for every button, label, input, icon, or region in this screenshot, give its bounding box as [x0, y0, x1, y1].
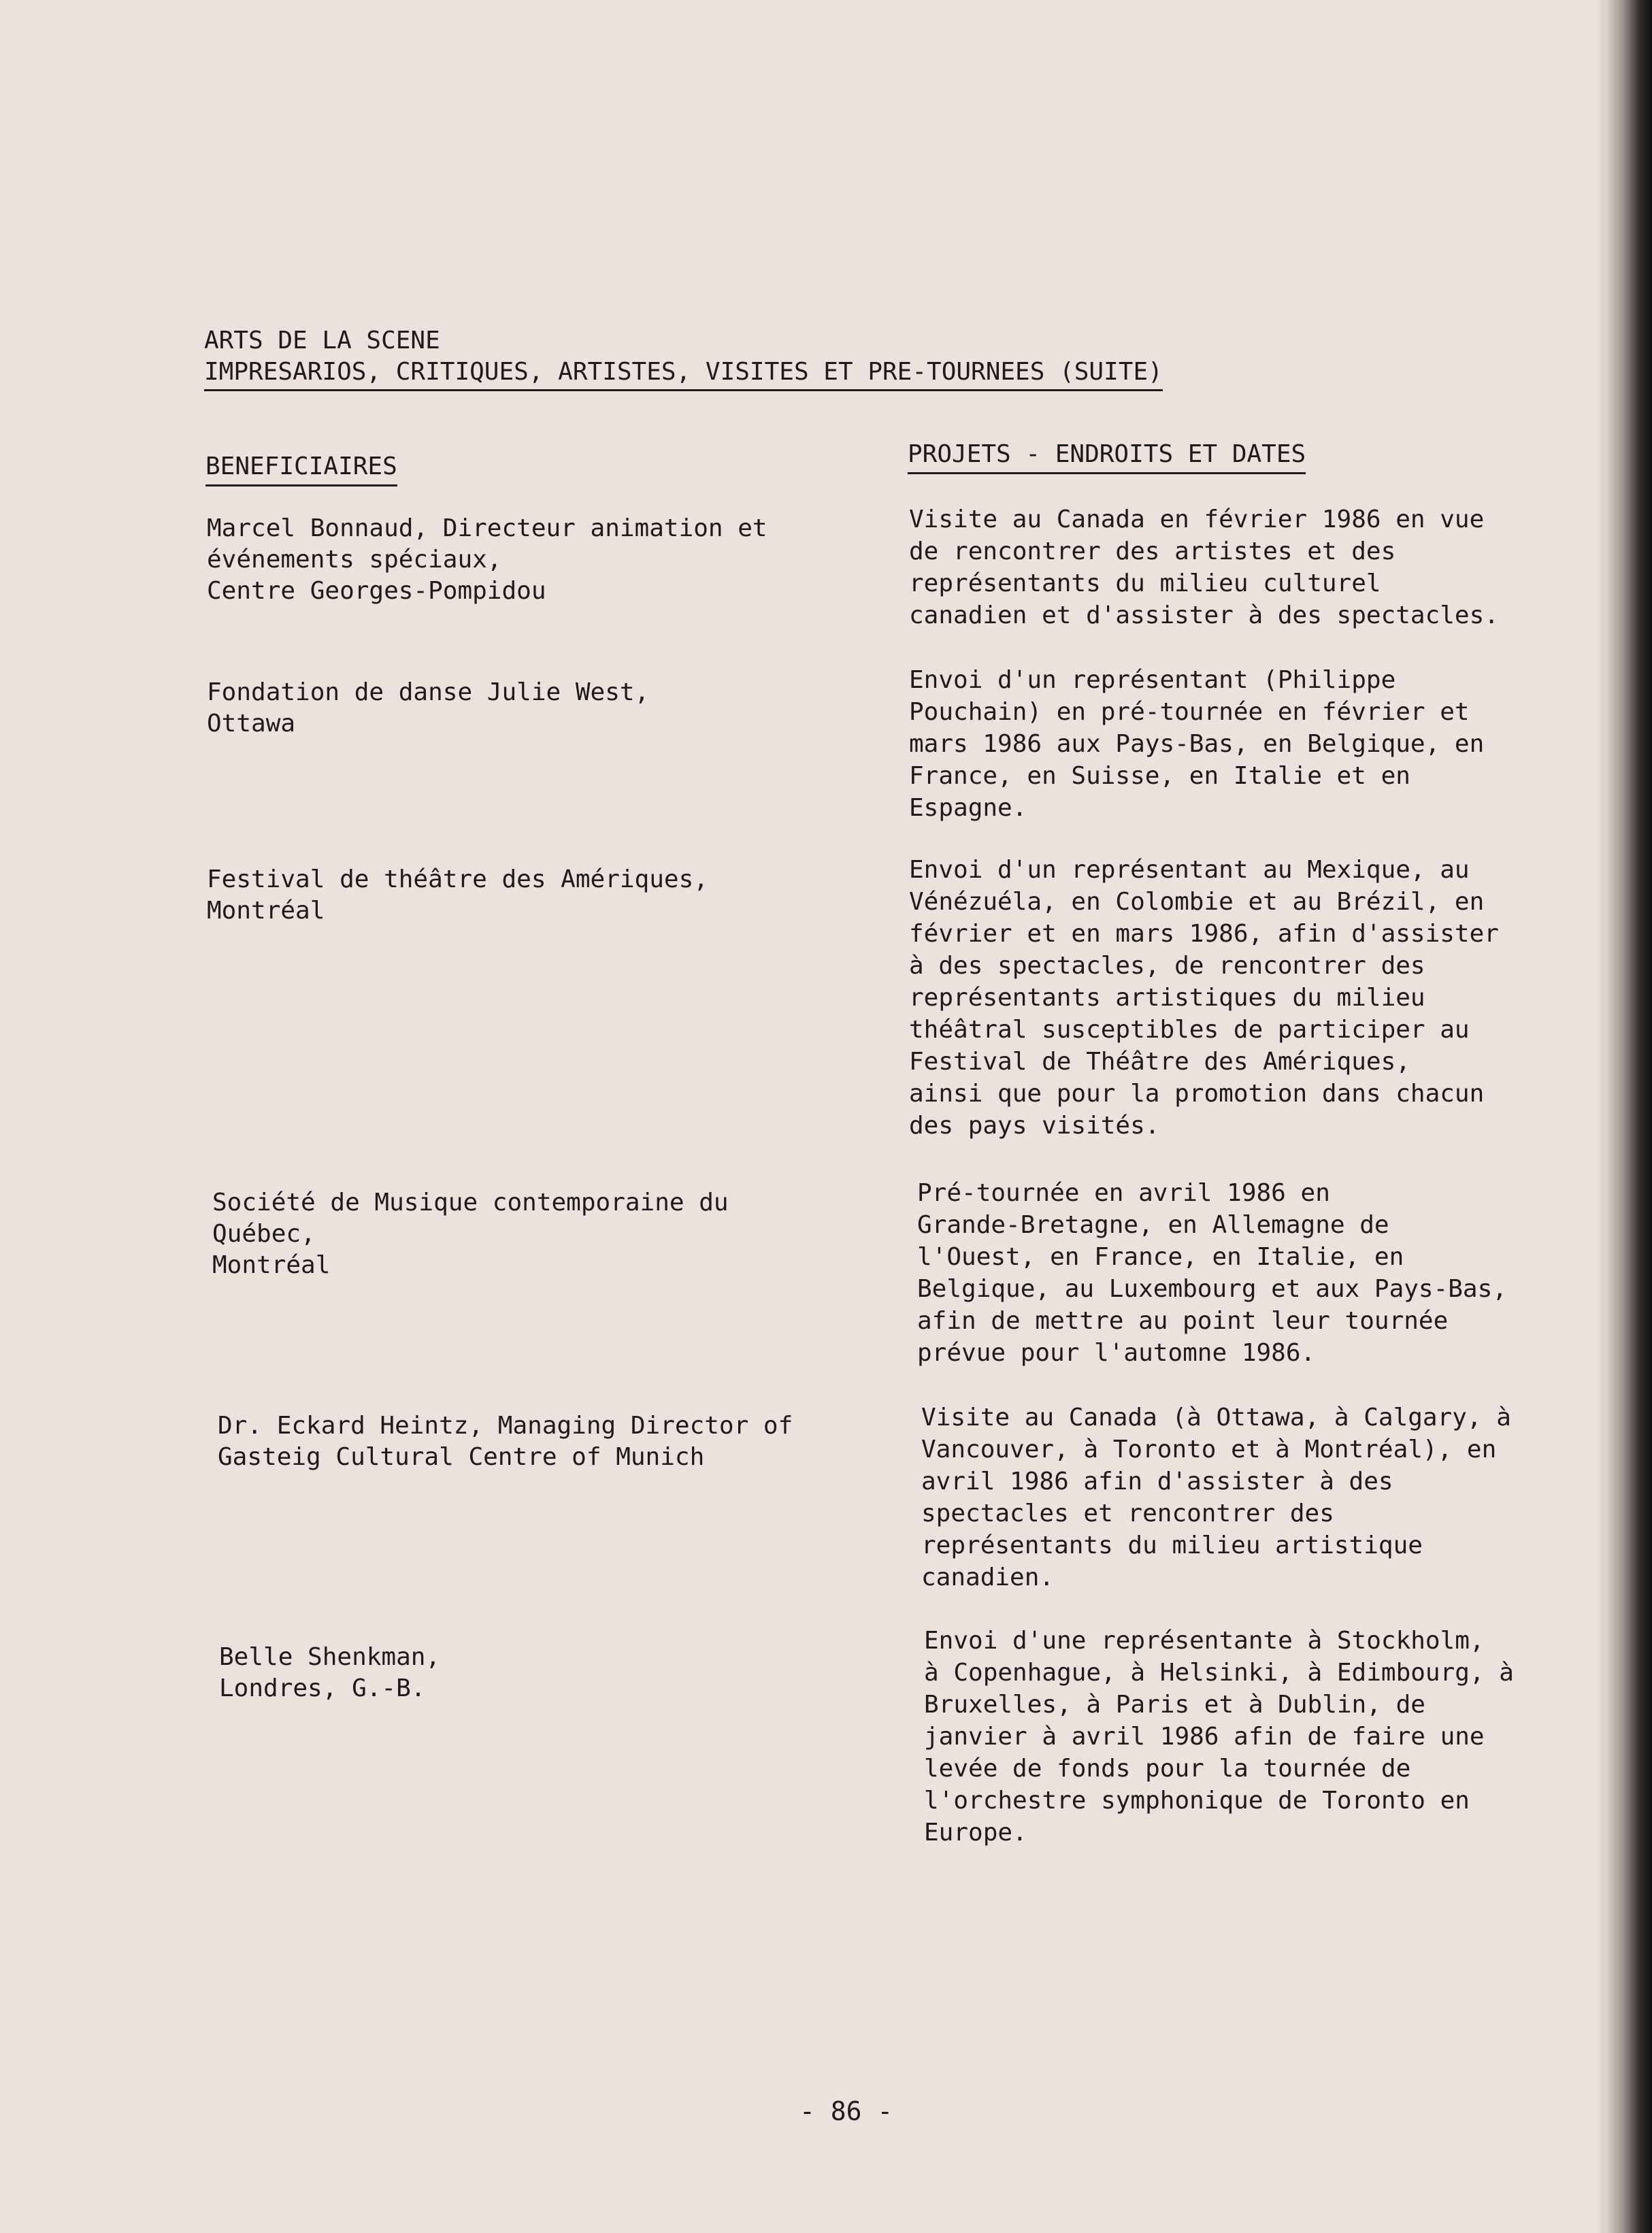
project-3: Envoi d'un représentant au Mexique, au Vénézuéla, en Colombie et au Brézil, en février et en mars 1986, afin d'assister à des spectacles, de rencontrer des représentants artistiques du milieu théâtral susceptibles de participer au Festival de Théâtre des Amériques, ainsi que pour la promotion dans chacun des pays visités.: [909, 856, 1499, 1140]
project-5: Visite au Canada (à Ottawa, à Calgary, à Vancouver, à Toronto et à Montréal), en avril 1986 afin d'assister à des spectacles et rencontrer des représentants du milieu artistique canadien.: [921, 1404, 1511, 1591]
project-6: Envoi d'une représentante à Stockholm, à Copenhague, à Helsinki, à Edimbourg, à Bruxelles, à Paris et à Dublin, de janvier à avril 1986 afin de faire une levée de fonds pour la tournée de l'orchestre symphonique de Toronto en Europe.: [924, 1627, 1514, 1847]
heading-line-2: IMPRESARIOS, CRITIQUES, ARTISTES, VISITES ET PRE-TOURNEES (SUITE): [204, 357, 1163, 391]
beneficiaries-column-header: BENEFICIAIRES: [205, 452, 397, 486]
project-1: Visite au Canada en février 1986 en vue de rencontrer des artistes et des représentants du milieu culturel canadien et d'assister à des spectacles.: [909, 506, 1499, 629]
binding-shadow: [1604, 0, 1652, 2233]
beneficiary-1: Marcel Bonnaud, Directeur animation et événements spéciaux, Centre Georges-Pompidou: [207, 514, 767, 605]
beneficiary-4: Société de Musique contemporaine du Québec, Montréal: [212, 1189, 729, 1279]
page-number: - 86 -: [799, 2096, 893, 2126]
beneficiary-2: Fondation de danse Julie West, Ottawa: [207, 678, 650, 738]
beneficiary-3: Festival de théâtre des Amériques, Montréal: [207, 865, 708, 925]
beneficiary-6: Belle Shenkman, Londres, G.-B.: [219, 1643, 441, 1702]
beneficiary-5: Dr. Eckard Heintz, Managing Director of Gasteig Cultural Centre of Munich: [218, 1412, 793, 1471]
section-heading: [204, 325, 1163, 391]
project-2: Envoi d'un représentant (Philippe Pouchain) en pré-tournée en février et mars 1986 aux Pays-Bas, en Belgique, en France, en Suisse, en Italie et en Espagne.: [909, 666, 1485, 822]
projects-column-header: PROJETS - ENDROITS ET DATES: [908, 440, 1306, 474]
project-4: Pré-tournée en avril 1986 en Grande-Bretagne, en Allemagne de l'Ouest, en France, en Italie, en Belgique, au Luxembourg et aux Pays-Bas, afin de mettre au point leur tournée prévue pour l'automne 1986.: [917, 1179, 1507, 1367]
heading-line-1: ARTS DE LA SCENE: [204, 327, 440, 354]
